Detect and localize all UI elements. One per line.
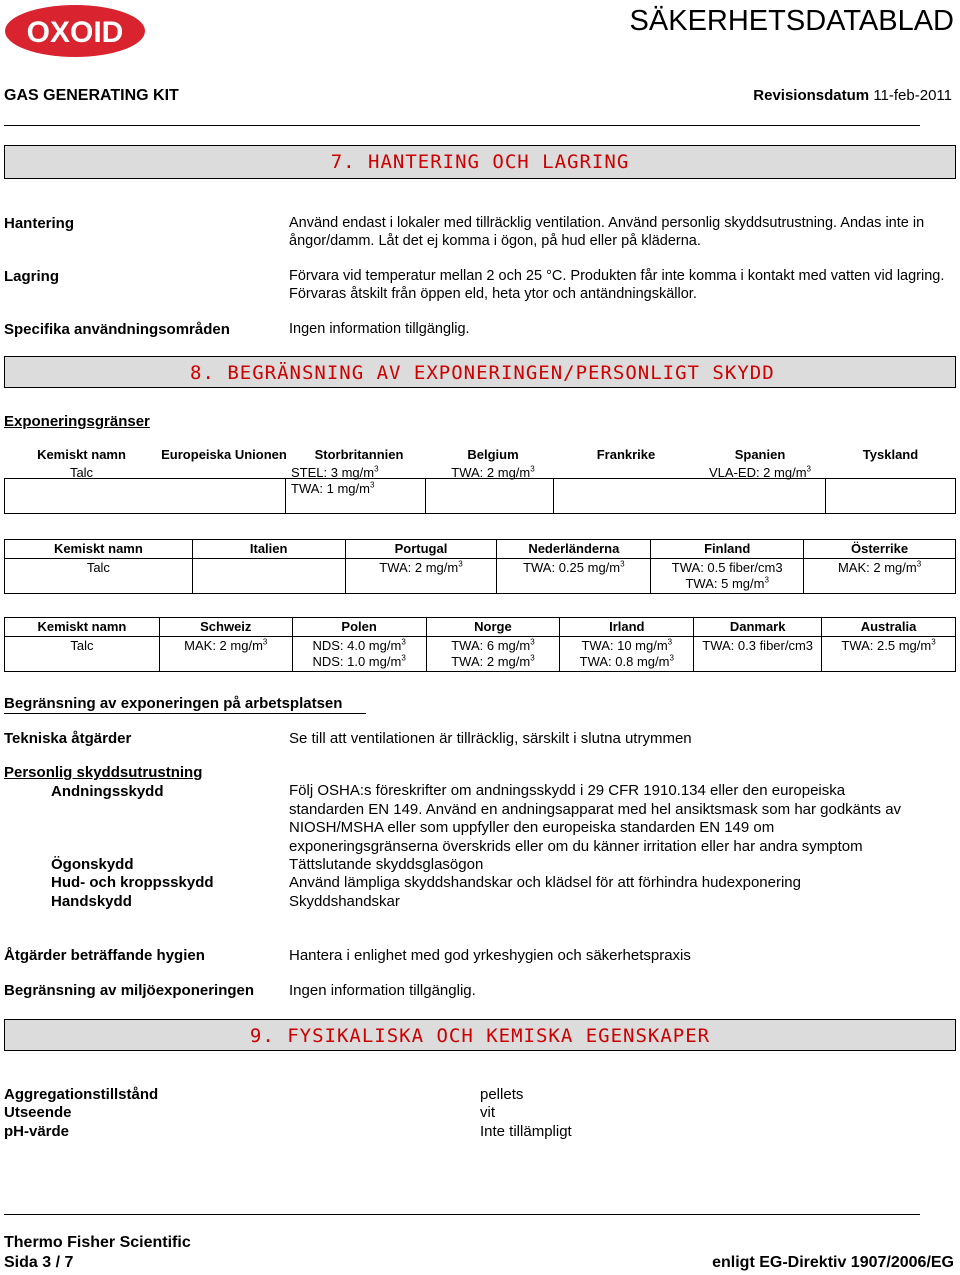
table-divider — [425, 478, 426, 514]
ph-value: Inte tillämpligt — [480, 1123, 572, 1140]
revision-date: 11-feb-2011 — [873, 87, 952, 104]
respiratory-line: exponeringsgränserna överskrids eller om du känner irritation eller har andra symptom — [289, 837, 863, 855]
appearance-label: Utseende — [4, 1104, 72, 1121]
footer-page: Sida 3 / 7 — [4, 1254, 74, 1271]
col-france: Frankrike — [596, 447, 656, 462]
table-1-row-frame — [4, 478, 956, 514]
col-chemical-name: Kemiskt namn — [5, 540, 193, 559]
table-cell: Talc — [5, 559, 193, 594]
environment-text: Ingen information tillgänglig. — [289, 982, 476, 999]
technical-text: Se till att ventilationen är tillräcklig, särskilt i slutna utrymmen — [289, 730, 692, 747]
table-divider — [285, 478, 286, 514]
col-uk: Storbritannien — [314, 447, 404, 462]
state-value: pellets — [480, 1086, 524, 1103]
specific-uses-label: Specifika användningsområden — [4, 321, 230, 338]
exposure-table-2 — [4, 539, 956, 594]
revision-label: Revisionsdatum — [753, 87, 870, 104]
table-header-row — [5, 618, 956, 637]
table-cell: TWA: 2 $mg/m^3$ — [345, 559, 497, 594]
eye-label: Ögonskydd — [51, 856, 134, 873]
col-portugal: Portugal — [345, 540, 497, 559]
table-cell: TWA: 0.25 $mg/m^3$ — [497, 559, 651, 594]
product-name: GAS GENERATING KIT — [4, 87, 179, 104]
section-9-title: 9. FYSIKALISKA OCH KEMISKA EGENSKAPER — [4, 1019, 956, 1051]
table-cell: TWA: 0.5 fiber/cm3 TWA: 5 $mg/m^3$ — [651, 559, 804, 594]
document-title: SÄKERHETSDATABLAD — [629, 5, 954, 37]
table-cell: TWA: 6 $mg/m^3$ TWA: 2 $mg/m^3$ — [426, 637, 560, 672]
footer-company: Thermo Fisher Scientific — [4, 1234, 191, 1251]
respiratory-line: standarden EN 149. Använd en andningsapparat med hel ansiktsmask som har godkänts av — [289, 800, 902, 818]
footer-rule — [4, 1214, 920, 1215]
storage-text: Förvara vid temperatur mellan 2 och 25 °C. Produkten får inte komma i kontakt med vatten vid lagring. Förvaras åtskilt från öppen eld, heta ytor och antändningskällor. — [289, 268, 945, 302]
section-7-title: 7. HANTERING OCH LAGRING — [4, 145, 956, 179]
col-ireland: Irland — [560, 618, 694, 637]
col-eu: Europeiska Unionen — [161, 447, 287, 462]
table-header-row — [4, 446, 956, 464]
table-divider — [825, 478, 826, 514]
appearance-value: vit — [480, 1104, 495, 1121]
respiratory-text — [289, 782, 901, 856]
workplace-heading: Begränsning av exponeringen på arbetsplatsen — [4, 695, 366, 714]
exposure-table-3 — [4, 617, 956, 672]
col-poland: Polen — [292, 618, 426, 637]
table-cell: TWA: 10 $mg/m^3$ TWA: 0.8 $mg/m^3$ — [560, 637, 694, 672]
col-denmark: Danmark — [694, 618, 822, 637]
hygiene-text: Hantera i enlighet med god yrkeshygien och säkerhetspraxis — [289, 947, 691, 964]
respiratory-line: NIOSH/MSHA eller som uppfyller den europeiska standarden EN 149 om — [289, 819, 775, 836]
col-australia: Australia — [822, 618, 956, 637]
footer-regulation: enligt EG-Direktiv 1907/2006/EG — [712, 1254, 954, 1271]
table-divider — [553, 478, 554, 514]
revision — [753, 87, 952, 104]
table-cell: Talc — [69, 465, 94, 480]
col-switzerland: Schweiz — [159, 618, 292, 637]
col-chemical-name: Kemiskt namn — [5, 618, 160, 637]
handling-text: Använd endast i lokaler med tillräcklig ventilation. Använd personlig skyddsutrustning. Andas inte in ångor/damm. Låt det ej komma i ögon, på hud eller på kläderna. — [289, 215, 925, 249]
table-cell: MAK: 2 $mg/m^3$ — [159, 637, 292, 672]
skin-text: Använd lämpliga skyddshandskar och klädsel för att förhindra hudexponering — [289, 874, 801, 891]
table-cell: MAK: 2 $mg/m^3$ — [804, 559, 956, 594]
table-cell: VLA-ED: 2 $mg/m^3$ — [709, 464, 811, 480]
table-cell: TWA: 2 $mg/m^3$ — [451, 464, 535, 480]
respiratory-label: Andningsskydd — [51, 783, 164, 800]
specific-uses-text: Ingen information tillgänglig. — [289, 321, 470, 337]
col-austria: Österrike — [804, 540, 956, 559]
table-cell: TWA: 0.3 fiber/cm3 — [694, 637, 822, 672]
respiratory-line: Följ OSHA:s föreskrifter om andningsskydd i 29 CFR 1910.134 eller den europeiska — [289, 782, 846, 799]
exposure-limits-label: Exponeringsgränser — [4, 413, 150, 430]
ph-label: pH-värde — [4, 1123, 70, 1140]
logo-text: OXOID — [26, 16, 124, 49]
table-cell: NDS: 4.0 $mg/m^3$ NDS: 1.0 $mg/m^3$ — [292, 637, 426, 672]
table-cell: Talc — [5, 637, 160, 672]
state-label: Aggregationstillstånd — [4, 1086, 159, 1103]
oxoid-logo — [4, 4, 146, 58]
table-cell — [192, 559, 345, 594]
table-row — [5, 559, 956, 594]
header-rule — [4, 125, 920, 126]
hygiene-label: Åtgärder beträffande hygien — [4, 947, 205, 964]
col-netherlands: Nederländerna — [497, 540, 651, 559]
ppe-label: Personlig skyddsutrustning — [4, 764, 203, 781]
col-norway: Norge — [426, 618, 560, 637]
table-cell: STEL: 3 $mg/m^3$ TWA: 1 $mg/m^3$ — [291, 464, 379, 496]
handling-label: Hantering — [4, 215, 75, 232]
hand-text: Skyddshandskar — [289, 893, 400, 910]
technical-label: Tekniska åtgärder — [4, 730, 132, 747]
storage-label: Lagring — [4, 268, 59, 285]
table-row — [5, 637, 956, 672]
section-8-title: 8. BEGRÄNSNING AV EXPONERINGEN/PERSONLIGT SKYDD — [4, 356, 956, 388]
col-italy: Italien — [192, 540, 345, 559]
hand-label: Handskydd — [51, 893, 132, 910]
col-germany: Tyskland — [862, 447, 919, 462]
table-header-row — [5, 540, 956, 559]
skin-label: Hud- och kroppsskydd — [51, 874, 214, 891]
col-belgium: Belgium — [467, 447, 519, 462]
eye-text: Tättslutande skyddsglasögon — [289, 856, 484, 873]
col-spain: Spanien — [734, 447, 786, 462]
col-chemical-name: Kemiskt namn — [37, 447, 126, 462]
table-cell: TWA: 2.5 $mg/m^3$ — [822, 637, 956, 672]
environment-label: Begränsning av miljöexponeringen — [4, 982, 255, 999]
col-finland: Finland — [651, 540, 804, 559]
